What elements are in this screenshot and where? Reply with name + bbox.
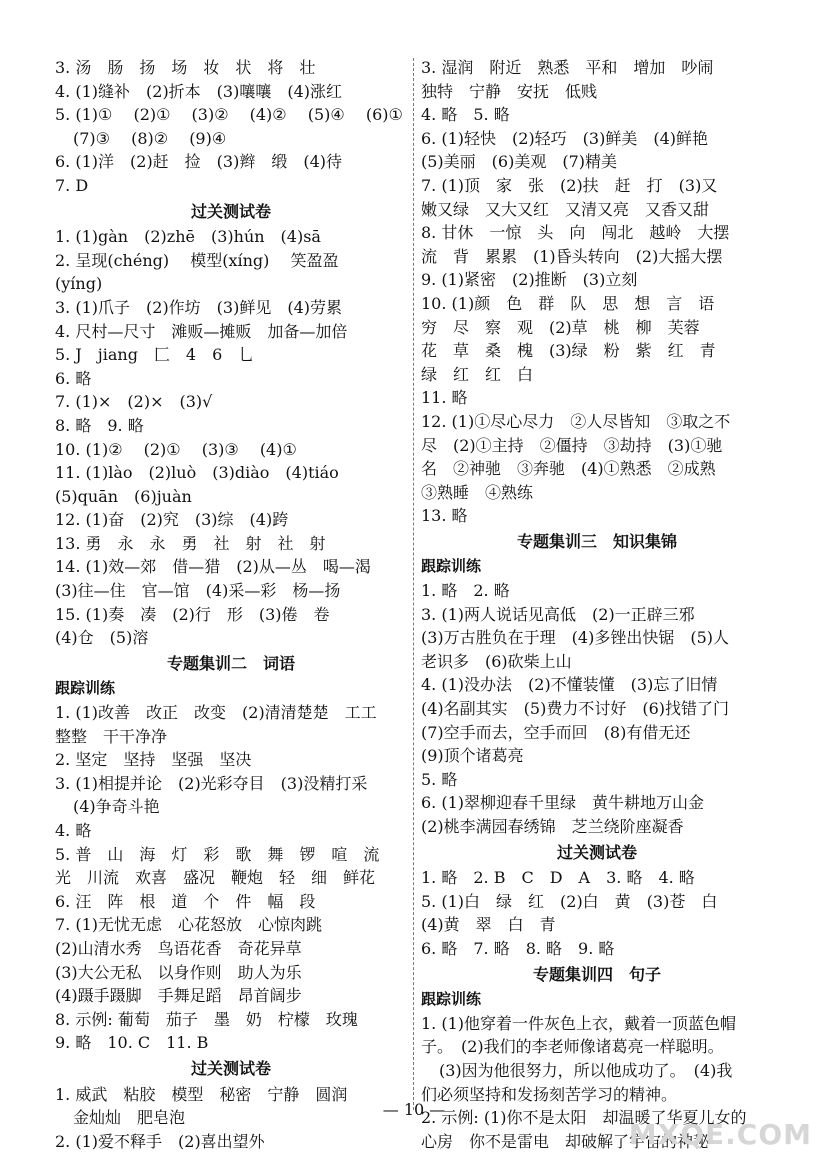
answer-line: 4. 尺村—尺寸 滩贩—摊贩 加备—加倍 — [55, 321, 348, 341]
answer-line: (7)空手而去，空手而回 (8)有借无还 — [421, 722, 691, 742]
answer-line: 5. J jiang 匚 4 6 乚 — [55, 345, 255, 365]
answer-line: 9. (1)紧密 (2)推断 (3)立刻 — [421, 270, 638, 290]
answer-line: 14. (1)效—郊 借—猎 (2)从—丛 喝—渴 — [55, 557, 371, 577]
answer-line: 光 川流 欢喜 盛况 鞭炮 轻 细 鲜花 — [55, 868, 376, 888]
answer-line: 流 背 累累 (1)昏头转向 (2)大摇大摆 — [421, 246, 723, 266]
answer-line: 1. (1)改善 改正 改变 (2)清清楚楚 工工 — [55, 703, 377, 723]
column-divider — [413, 58, 414, 1110]
answer-line: 8. 略 9. 略 — [55, 415, 144, 435]
answer-line: 7. (1)无忧无虑 心花怒放 心惊肉跳 — [55, 915, 323, 935]
answer-line: 2. 坚定 坚持 坚强 坚决 — [55, 750, 252, 770]
section-heading: 过关测试卷 — [190, 201, 271, 221]
section-heading: 专题集训四 句子 — [532, 964, 661, 984]
answer-line: 们必须坚持和发扬刻苦学习的精神。 — [421, 1084, 678, 1104]
answer-line: (3)因为他很努力，所以他成功了。 (4)我 — [439, 1060, 733, 1080]
answer-line: 10. (1)颜 色 群 队 思 想 言 语 — [421, 293, 715, 313]
answer-line: 1. 威武 粘胶 模型 秘密 宁静 圆润 — [55, 1084, 348, 1104]
answer-line: 6. (1)洋 (2)赶 捡 (3)辫 缎 (4)待 — [55, 152, 343, 172]
answer-line: 花 草 桑 槐 (3)绿 粉 紫 红 青 — [421, 341, 716, 361]
answer-line: 12. (1)①尽心尽力 ②人尽皆知 ③取之不 — [421, 411, 731, 431]
answer-line: 金灿灿 肥皂泡 — [73, 1108, 186, 1128]
answer-line: 嫩又绿 又大又红 又清又亮 又香又甜 — [421, 199, 710, 219]
answer-line: 4. 略 — [55, 821, 92, 840]
answer-line: 子。 (2)我们的李老师像诸葛亮一样聪明。 — [421, 1037, 724, 1057]
answer-line: (4)争奇斗艳 — [73, 797, 160, 817]
section-heading: 过关测试卷 — [190, 1058, 271, 1078]
answer-line: 6. (1)翠柳迎春千里绿 黄牛耕地万山金 — [421, 793, 705, 813]
answer-line: 4. (1)没办法 (2)不懂装懂 (3)忘了旧情 — [421, 675, 718, 695]
answer-line: 穷 尽 察 观 (2)草 桃 柳 芙蓉 — [421, 317, 700, 337]
answer-line: 4. (1)缝补 (2)折本 (3)嚷嚷 (4)涨红 — [55, 81, 343, 101]
watermark-logo: MXQE.COM — [628, 1118, 812, 1151]
answer-line: 4. 略 5. 略 — [421, 105, 510, 125]
answer-line: 2. (1)爱不释手 (2)喜出望外 — [55, 1131, 265, 1151]
answer-line: (4)黄 翠 白 青 — [421, 915, 556, 935]
subsection-heading: 跟踪训练 — [421, 990, 482, 1009]
subsection-heading: 跟踪训练 — [421, 557, 482, 576]
answer-line: 2. 呈现(chéng) 模型(xíng) 笑盈盈 — [55, 250, 339, 270]
answer-line: 15. (1)奏 凑 (2)行 形 (3)倦 卷 — [55, 604, 330, 624]
answer-line: 6. 略 — [55, 368, 92, 388]
answer-line: 1. (1)他穿着一件灰色上衣，戴着一顶蓝色帽 — [421, 1013, 737, 1033]
answer-line: 3. (1)相提并论 (2)光彩夺目 (3)没精打采 — [55, 773, 368, 793]
answer-line: 9. 略 10. C 11. B — [55, 1033, 209, 1053]
answer-line: (3)大公无私 以身作则 助人为乐 — [55, 962, 302, 982]
answer-line: 1. 略 2. B C D A 3. 略 4. 略 — [421, 868, 695, 888]
answer-line: (5)quān (6)juàn — [55, 486, 192, 506]
section-heading: 专题集训三 知识集锦 — [516, 531, 677, 551]
answer-line: 1. (1)gàn (2)zhē (3)hún (4)sā — [55, 227, 321, 247]
answer-line: (5)美丽 (6)美观 (7)精美 — [421, 152, 617, 172]
answer-line: 心房 你不是雷电 却破解了宇宙的神秘 — [421, 1131, 710, 1151]
answer-line: 整整 干干净净 — [55, 726, 168, 746]
answer-line: 3. 汤 肠 扬 场 妆 状 将 壮 — [55, 58, 316, 77]
left-column — [55, 56, 407, 1153]
answer-line: 12. (1)奋 (2)究 (3)综 (4)跨 — [55, 510, 289, 530]
answer-line: (4)蹑手蹑脚 手舞足蹈 昂首阔步 — [55, 986, 302, 1006]
answer-line: 5. 略 — [421, 769, 458, 789]
answer-line: (4)名副其实 (5)费力不讨好 (6)找错了门 — [421, 699, 729, 719]
answer-line: 13. 勇 永 永 勇 社 射 社 射 — [55, 533, 326, 553]
answer-line: 6. 汪 阵 根 道 个 件 幅 段 — [55, 891, 316, 911]
answer-line: 独特 宁静 安抚 低贱 — [421, 81, 598, 101]
answer-line: 10. (1)② (2)① (3)③ (4)① — [55, 439, 297, 459]
answer-line: 6. (1)轻快 (2)轻巧 (3)鲜美 (4)鲜艳 — [421, 128, 709, 148]
answer-line: 8. 示例: 葡萄 茄子 墨 奶 柠檬 玫瑰 — [55, 1009, 358, 1029]
answer-line: 1. 略 2. 略 — [421, 581, 510, 601]
answer-line: (7)③ (8)② (9)④ — [73, 128, 227, 148]
answer-line: 2. 示例: (1)你不是太阳 却温暖了华夏儿女的 — [421, 1108, 747, 1128]
right-column — [421, 56, 773, 1153]
section-heading: 过关测试卷 — [556, 842, 637, 862]
answer-line: 13. 略 — [421, 506, 468, 526]
answer-line: (4)仓 (5)溶 — [55, 628, 149, 648]
answer-line: 11. 略 — [421, 388, 468, 408]
answer-line: 7. (1)× (2)× (3)√ — [55, 392, 213, 412]
answer-line: 老识多 (6)砍柴上山 — [421, 651, 572, 671]
answer-line: 3. (1)两人说话见高低 (2)一正辟三邪 — [421, 604, 695, 624]
answer-line: 名 ②神驰 ③奔驰 (4)①熟悉 ②成熟 — [421, 459, 716, 479]
answer-line: 尽 (2)①主持 ②僵持 ③劫持 (3)①驰 — [421, 435, 723, 455]
answer-line: (3)万古胜负在于理 (4)多锉出快锯 (5)人 — [421, 628, 729, 648]
page-number: — 10 — — [382, 1100, 446, 1119]
answer-line: (2)山清水秀 鸟语花香 奇花异草 — [55, 938, 302, 958]
answer-line: 7. (1)顶 家 张 (2)扶 赶 打 (3)又 — [421, 175, 718, 195]
answer-line: 绿 红 红 白 — [421, 364, 534, 384]
answer-line: 6. 略 7. 略 8. 略 9. 略 — [421, 938, 615, 958]
answer-line: 7. D — [55, 175, 89, 195]
answer-line: 11. (1)lào (2)luò (3)diào (4)tiáo — [55, 463, 339, 483]
answer-line: 3. 湿润 附近 熟悉 平和 增加 吵闹 — [421, 58, 714, 77]
answer-line: 5. 普 山 海 灯 彩 歌 舞 锣 喧 流 — [55, 844, 380, 864]
answer-line: (3)往—住 官—馆 (4)采—彩 杨—扬 — [55, 581, 341, 601]
answer-line: 5. (1)白 绿 红 (2)白 黄 (3)苍 白 — [421, 891, 718, 911]
section-heading: 专题集训二 词语 — [166, 653, 295, 673]
answer-line: (2)桃李满园春绣锦 芝兰绕阶座凝香 — [421, 817, 684, 836]
answer-line: (yíng) — [55, 274, 103, 294]
answer-line: 8. 甘休 一惊 头 向 闯北 越岭 大摆 — [421, 223, 730, 243]
answer-line: (9)顶个诸葛亮 — [421, 746, 524, 766]
answer-line: 5. (1)① (2)① (3)② (4)② (5)④ (6)① — [55, 105, 403, 125]
answer-line: 3. (1)爪子 (2)作坊 (3)鲜见 (4)劳累 — [55, 297, 343, 317]
subsection-heading: 跟踪训练 — [55, 679, 116, 698]
answer-line: ③熟睡 ④熟练 — [421, 482, 534, 502]
